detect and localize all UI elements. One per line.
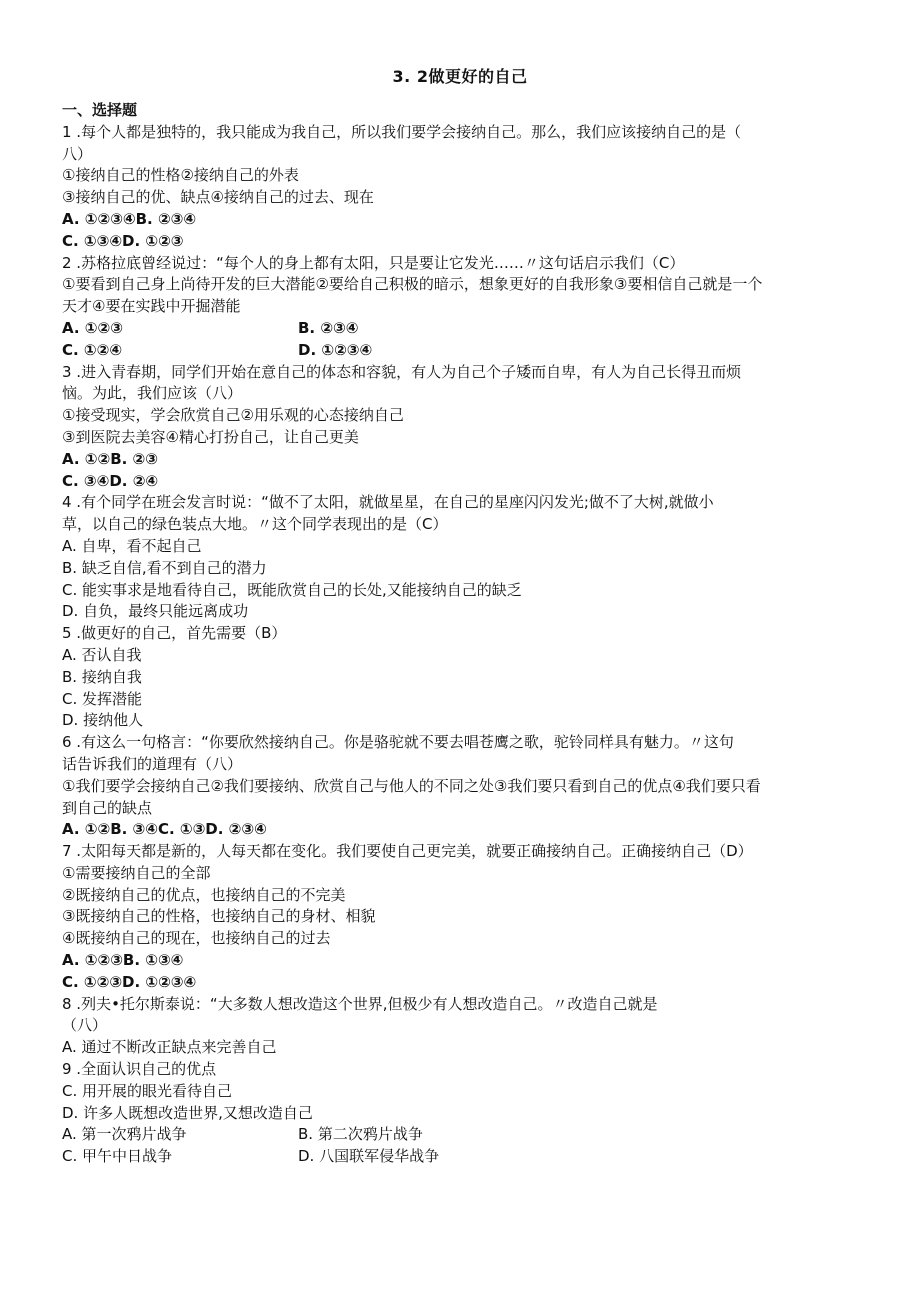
question-7-options: A. ①②③B. ①③④: [62, 951, 184, 970]
option-a: A. ①②③: [62, 318, 123, 337]
section-heading: 一、选择题: [62, 101, 138, 119]
question-9-stem: 9 .全面认识自己的优点: [62, 1060, 217, 1079]
question-2-statement: ①要看到自己身上尚待开发的巨大潜能②要给自己积极的暗示，想象更好的自我形象③要相信自己就是一个: [62, 275, 763, 294]
option-a: A. 第一次鸦片战争: [62, 1125, 187, 1144]
question-7-statement: ④既接纳自己的现在，也接纳自己的过去: [62, 929, 331, 948]
option-b: B. ②③④: [298, 318, 359, 337]
question-4-stem-cont: 草，以自己的绿色装点大地。〃这个同学表现出的是（C）: [62, 515, 448, 534]
option-c: C. 用开展的眼光看待自己: [62, 1081, 233, 1100]
question-1-options: C. ①③④D. ①②③: [62, 231, 184, 250]
question-4-stem: 4 .有个同学在班会发言时说：“做不了太阳，就做星星，在自己的星座闪闪发光;做不了大树,就做小: [62, 493, 714, 512]
option-a: A. 通过不断改正缺点来完善自己: [62, 1038, 277, 1057]
extra-options-row: [62, 1146, 870, 1168]
option-a: A. 否认自我: [62, 645, 142, 664]
question-6-statement: ①我们要学会接纳自己②我们要接纳、欣赏自己与他人的不同之处③我们要只看到自己的优点④我们要只看: [62, 776, 761, 795]
question-3-options: A. ①②B. ②③: [62, 449, 158, 468]
option-b: B. 第二次鸦片战争: [298, 1125, 423, 1144]
question-8-stem-cont: （八）: [62, 1016, 108, 1035]
question-3-options: C. ③④D. ②④: [62, 471, 159, 490]
option-b: B. 缺乏自信,看不到自己的潜力: [62, 558, 267, 577]
extra-options-row: [62, 1124, 870, 1146]
option-a: A. 自卑，看不起自己: [62, 536, 202, 555]
question-6-options: A. ①②B. ③④C. ①③D. ②③④: [62, 820, 267, 839]
question-7-statement: ①需要接纳自己的全部: [62, 863, 211, 882]
question-list: [62, 100, 870, 1168]
question-2-options-row: [62, 318, 870, 340]
option-b: B. 接纳自我: [62, 667, 142, 686]
question-1-statement: ①接纳自己的性格②接纳自己的外表: [62, 166, 299, 185]
question-3-stem-cont: 恼。为此，我们应该（八）: [62, 384, 243, 403]
question-6-stem-cont: 话告诉我们的道理有（八）: [62, 754, 243, 773]
option-c: C. ①②④: [62, 340, 123, 359]
option-d: D. 八国联军侵华战争: [298, 1147, 440, 1166]
option-c: C. 能实事求是地看待自己，既能欣赏自己的长处,又能接纳自己的缺乏: [62, 580, 522, 599]
option-d: D. 自负，最终只能远离成功: [62, 602, 249, 621]
question-7-statement: ③既接纳自己的性格，也接纳自己的身材、相貌: [62, 907, 376, 926]
option-d: D. ①②③④: [298, 340, 373, 359]
question-1-statement: ③接纳自己的优、缺点④接纳自己的过去、现在: [62, 188, 374, 207]
question-2-stem: 2 .苏格拉底曾经说过：“每个人的身上都有太阳，只是要让它发光……〃这句话启示我们（C）: [62, 253, 685, 272]
question-1-stem: 1 .每个人都是独特的，我只能成为我自己，所以我们要学会接纳自己。那么，我们应该接纳自己的是（: [62, 122, 742, 141]
question-2-statement: 天才④要在实践中开掘潜能: [62, 297, 241, 316]
option-c: C. 发挥潜能: [62, 689, 143, 708]
question-1-stem-cont: 八）: [62, 144, 93, 163]
option-d: D. 接纳他人: [62, 711, 144, 730]
option-c: C. 甲午中日战争: [62, 1147, 173, 1166]
question-1-options: A. ①②③④B. ②③④: [62, 209, 197, 228]
question-7-stem: 7 .太阳每天都是新的，人每天都在变化。我们要使自己更完美，就要正确接纳自己。正确接纳自己（D）: [62, 842, 753, 861]
page-title: 3. 2做更好的自己: [392, 67, 528, 86]
option-d: D. 许多人既想改造世界,又想改造自己: [62, 1103, 313, 1122]
question-8-stem: 8 .列夫•托尔斯泰说：“大多数人想改造这个世界,但极少有人想改造自己。〃改造自己就是: [62, 994, 658, 1013]
question-3-statement: ③到医院去美容④精心打扮自己，让自己更美: [62, 427, 359, 446]
question-6-statement: 到自己的缺点: [62, 798, 153, 817]
question-7-statement: ②既接纳自己的优点，也接纳自己的不完美: [62, 885, 346, 904]
question-7-options: C. ①②③D. ①②③④: [62, 972, 197, 991]
question-5-stem: 5 .做更好的自己，首先需要（B）: [62, 624, 287, 643]
question-6-stem: 6 .有这么一句格言：“你要欣然接纳自己。你是骆驼就不要去唱苍鹰之歌，驼铃同样具有魅力。〃这句: [62, 733, 734, 752]
question-3-statement: ①接受现实，学会欣赏自己②用乐观的心态接纳自己: [62, 406, 404, 425]
question-2-options-row: [62, 340, 870, 362]
question-3-stem: 3 .进入青春期，同学们开始在意自己的体态和容貌，有人为自己个子矮而自卑，有人为自己长得丑而烦: [62, 362, 742, 381]
